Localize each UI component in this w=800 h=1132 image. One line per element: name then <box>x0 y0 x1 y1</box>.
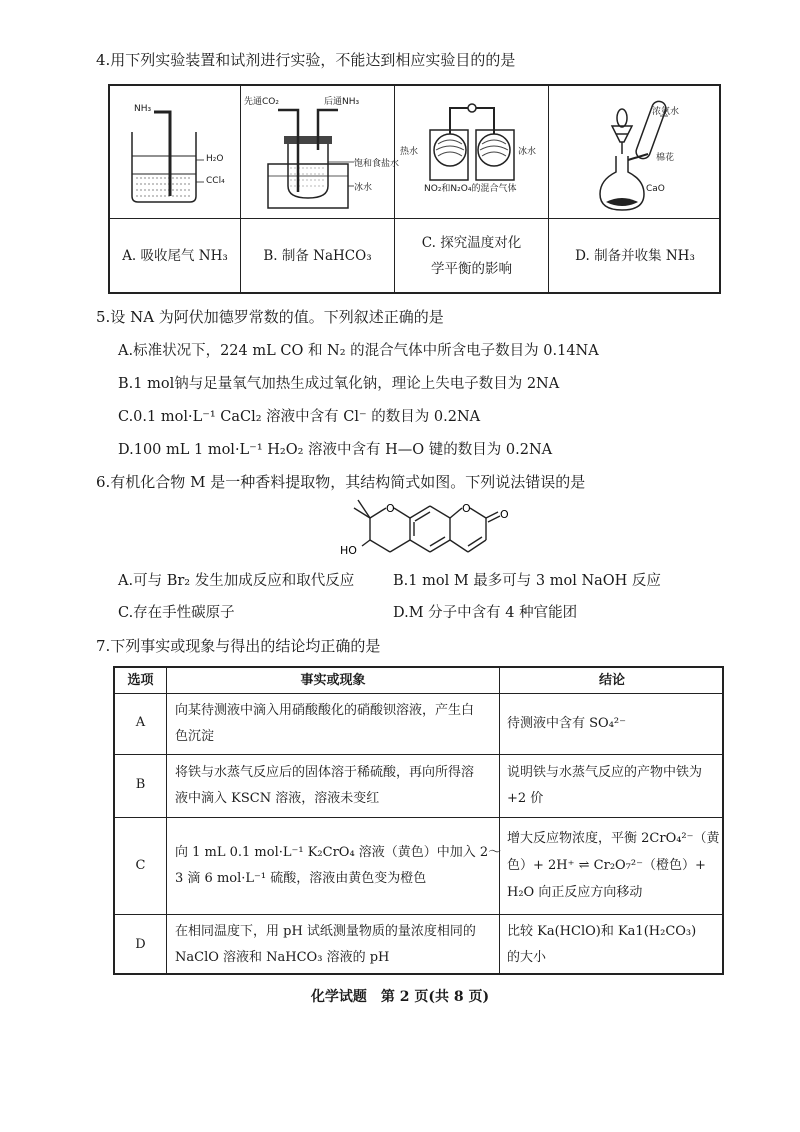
row-a-fact-1: 向某待测液中滴入用硝酸酸化的硝酸钡溶液，产生白 <box>175 703 475 718</box>
q4-option-b: B. 制备 NaHCO₃ <box>263 248 372 264</box>
row-c-fact-2: 3 滴 6 mol·L⁻¹ 硫酸，溶液由黄色变为橙色 <box>175 871 427 886</box>
row-b-concl-1: 说明铁与水蒸气反应的产物中铁为 <box>507 765 703 780</box>
q4-stem: 4.用下列实验装置和试剂进行实验，不能达到相应实验目的的是 <box>96 51 516 69</box>
label-ccl4: CCl₄ <box>206 176 225 186</box>
q6-stem: 6.有机化合物 M 是一种香料提取物，其结构简式如图。下列说法错误的是 <box>96 473 586 491</box>
row-a-key: A <box>135 715 146 730</box>
row-d-fact-2: NaClO 溶液和 NaHCO₃ 溶液的 pH <box>175 950 390 965</box>
row-a-fact-2: 色沉淀 <box>175 729 215 744</box>
label-cotton: 棉花 <box>656 153 675 163</box>
q5-option-a: A.标准状况下，224 mL CO 和 N₂ 的混合气体中所含电子数目为 0.14NA <box>118 343 599 359</box>
q4-option-c-line2: 学平衡的影响 <box>431 261 512 277</box>
label-h2o: H₂O <box>206 154 224 164</box>
struct-o-lactone: O <box>462 502 471 515</box>
header-conclusion: 结论 <box>598 673 625 688</box>
row-d-concl-2: 的大小 <box>507 950 547 965</box>
q6-option-a: A.可与 Br₂ 发生加成反应和取代反应 <box>118 573 355 589</box>
row-d-fact-1: 在相同温度下，用 pH 试纸测量物质的量浓度相同的 <box>175 924 476 939</box>
q4-option-c-line1: C. 探究温度对化 <box>421 235 522 251</box>
row-c-fact-1: 向 1 mL 0.1 mol·L⁻¹ K₂CrO₄ 溶液（黄色）中加入 2～ <box>175 845 502 860</box>
label-conc-ammonia: 浓氨水 <box>652 107 680 117</box>
q6-option-b: B.1 mol M 最多可与 3 mol NaOH 反应 <box>393 573 661 589</box>
q4-option-a: A. 吸收尾气 NH₃ <box>122 248 228 264</box>
page-footer: 化学试题 第 2 页(共 8 页) <box>310 989 490 1005</box>
q5-option-d: D.100 mL 1 mol·L⁻¹ H₂O₂ 溶液中含有 H—O 键的数目为 0.2NA <box>118 442 553 458</box>
apparatus-d-nh3 <box>560 96 710 214</box>
row-c-concl-3: H₂O 向正反应方向移动 <box>507 885 643 900</box>
q6-option-c: C.存在手性碳原子 <box>118 605 235 621</box>
label-cao: CaO <box>646 184 665 194</box>
header-option: 选项 <box>127 673 154 688</box>
row-b-fact-1: 将铁与水蒸气反应后的固体溶于稀硫酸，再向所得溶 <box>175 765 475 780</box>
row-b-fact-2: 液中滴入 KSCN 溶液，溶液未变红 <box>175 791 380 806</box>
row-b-concl-2: +2 价 <box>507 791 544 806</box>
q7-stem: 7.下列事实或现象与得出的结论均正确的是 <box>96 637 381 655</box>
struct-o-carbonyl: O <box>500 508 509 521</box>
struct-ho: HO <box>340 544 357 557</box>
q6-option-d: D.M 分子中含有 4 种官能团 <box>393 605 578 621</box>
q7-table <box>113 666 724 975</box>
header-fact: 事实或现象 <box>300 673 366 688</box>
row-a-concl-1: 待测液中含有 SO₄²⁻ <box>507 716 626 731</box>
label-first-co2: 先通CO₂ <box>244 97 279 107</box>
row-c-key: C <box>135 858 146 873</box>
row-d-concl-1: 比较 Ka(HClO)和 Ka1(H₂CO₃) <box>507 924 697 939</box>
q5-option-c: C.0.1 mol·L⁻¹ CaCl₂ 溶液中含有 Cl⁻ 的数目为 0.2NA <box>118 409 481 425</box>
label-nh3: NH₃ <box>134 104 152 114</box>
label-hot-water: 热水 <box>400 147 419 157</box>
label-ice-water-c: 冰水 <box>518 147 537 157</box>
label-ice-water-b: 冰水 <box>354 183 373 193</box>
row-b-key: B <box>135 777 146 792</box>
row-c-concl-2: 色）+ 2H⁺ ⇌ Cr₂O₇²⁻（橙色）+ <box>507 858 706 873</box>
q5-stem: 5.设 NA 为阿伏加德罗常数的值。下列叙述正确的是 <box>96 308 444 326</box>
row-c-concl-1: 增大反应物浓度，平衡 2CrO₄²⁻（黄 <box>507 831 720 846</box>
structure-m <box>330 496 520 566</box>
q5-option-b: B.1 mol钠与足量氧气加热生成过氧化钠，理论上失电子数目为 2NA <box>118 376 560 392</box>
struct-o-left: O <box>386 502 395 515</box>
label-brine: 饱和食盐水 <box>354 159 400 169</box>
q4-table <box>108 84 721 294</box>
label-no2-n2o4: NO₂和N₂O₄的混合气体 <box>424 184 517 194</box>
q4-option-d: D. 制备并收集 NH₃ <box>575 248 695 264</box>
row-d-key: D <box>135 937 146 952</box>
label-then-nh3: 后通NH₃ <box>324 97 360 107</box>
